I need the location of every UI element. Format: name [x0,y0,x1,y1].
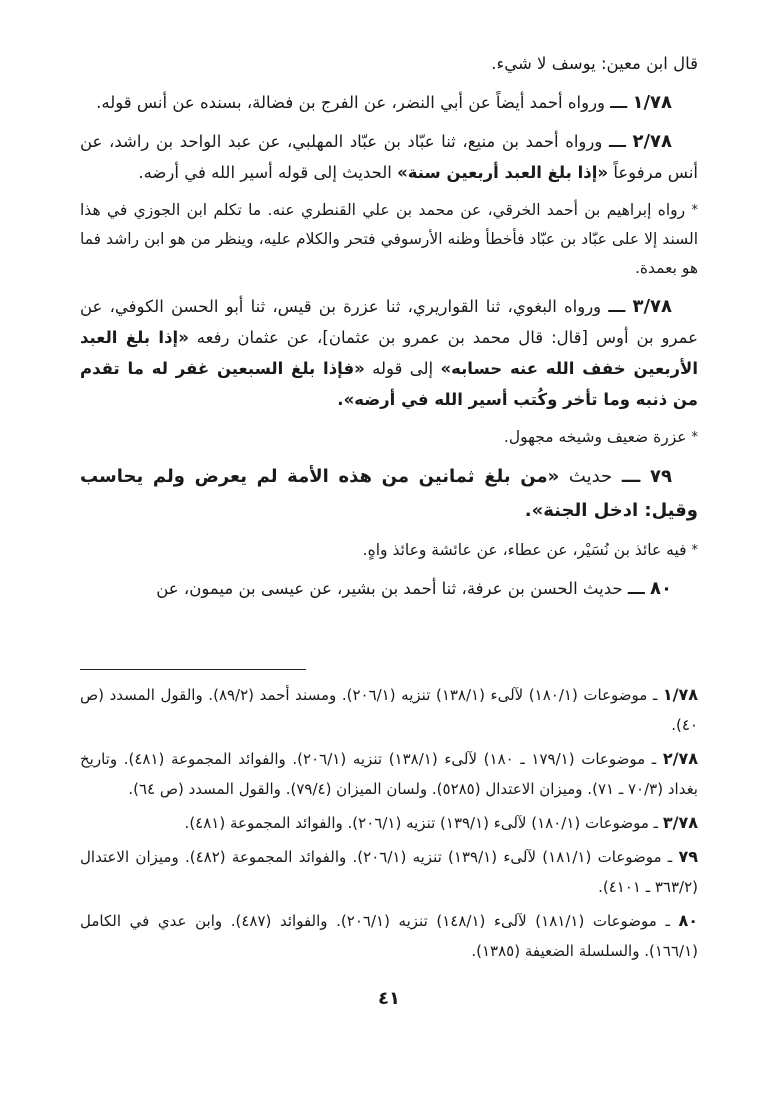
dash: ـــ [621,466,641,487]
paragraph-text: حديث الحسن بن عرفة، ثنا أحمد بن بشير، عن عيسى بن ميمون، عن [156,579,623,598]
paragraph-80 [80,573,698,604]
footnote-text: ـ موضوعات (١٨٠/١) لآلىء (١٣٩/١) تنزيه (٢٠٦/١). والفوائد المجموعة (٤٨١). [184,814,659,832]
note-star: * [691,543,698,558]
note-star: * [691,430,698,445]
footnote [80,842,698,902]
paragraph-text: حديث [568,466,613,487]
note-79 [80,536,698,565]
dash: ـــ [608,297,626,316]
dash: ـــ [627,579,645,598]
book-page [80,0,698,1102]
footnote-number: ٨٠ [678,911,699,930]
hadith-number: ٧٩ [650,466,672,487]
paragraph-78-3 [80,291,698,415]
note-text: رواه إبراهيم بن أحمد الخرقي، عن محمد بن علي القنطري عنه. ما تكلم ابن الجوزي في هذا السند إلا على عبّاد بن عبّاد فأخطأ وظنه الأرسوفي فتحر والكلام عليه، وينظر من هو ابن راشد فما هو بعمدة. [80,201,698,277]
hadith-quote: «إذا بلغ العبد أربعين سنة» [397,163,609,182]
note-text: فيه عائذ بن نُسَيْر، عن عطاء، عن عائشة وعائذ واهٍ. [362,541,687,559]
hadith-number: ٢/٧٨ [632,131,673,152]
footnote [80,680,698,740]
footnote [80,906,698,966]
footnote [80,808,698,838]
paragraph-text: إلى قوله [372,359,434,378]
main-text [80,48,698,612]
footnote-number: ١/٧٨ [662,685,699,704]
paragraph-text: ورواه البغوي، ثنا القواريري، ثنا عزرة بن قيس، ثنا أبو الحسن الكوفي، عن عمرو بن أوس [قال: قال محمد بن عمرو بن عثمان]، عن عثمان رفعه [80,297,698,347]
dash: ـــ [608,132,626,151]
paragraph-text: قال ابن معين: يوسف لا شيء. [491,54,698,73]
note-star: * [691,203,698,218]
footnotes [80,680,698,970]
paragraph-78-2 [80,126,698,188]
footnote [80,744,698,804]
paragraph-text: ورواه أحمد أيضاً عن أبي النضر، عن الفرج بن فضالة، بسنده عن أنس قوله. [96,93,606,112]
paragraph-78-1 [80,87,698,118]
dash: ـــ [610,93,628,112]
paragraph-79 [80,460,698,528]
footnote-text: ـ موضوعات (١٧٩/١ ـ ١٨٠) لآلىء (١٣٨/١) تنزيه (٢٠٦/١). والفوائد المجموعة (٤٨١). وتاريخ بغداد (٧٠/٣ ـ ٧١). وميزان الاعتدال (٥٢٨٥). ولسان الميزان (٧٩/٤). والقول المسدد (ص ٦٤). [80,750,698,798]
hadith-number: ٨٠ [650,578,672,599]
hadith-number: ١/٧٨ [632,92,672,113]
note-78-3 [80,423,698,452]
hadith-quote: «إذا بلغ العبد الأربعين خفف الله عنه حسابه» [80,328,698,378]
paragraph-text: الحديث إلى قوله أسير الله في أرضه. [138,163,392,182]
footnote-number: ٧٩ [678,847,699,866]
footnote-number: ٢/٧٨ [662,749,698,768]
hadith-quote: «فإذا بلغ السبعين غفر له ما تقدم من ذنبه وما تأخر وكُتب أسير الله في أرضه». [80,359,698,409]
note-78-2 [80,196,698,283]
footnote-text: ـ موضوعات (١٨١/١) لآلىء (١٤٨/١) تنزيه (٢٠٦/١). والفوائد (٤٨٧). وابن عدي في الكامل (١٦٦/١). والسلسلة الضعيفة (١٣٨٥). [80,912,698,960]
hadith-quote: «من بلغ ثمانين من هذه الأمة لم يعرض ولم يحاسب وقيل: ادخل الجنة». [80,466,698,521]
footnote-divider [80,669,306,670]
hadith-number: ٣/٧٨ [632,296,672,317]
footnote-number: ٣/٧٨ [662,813,698,832]
footnote-text: ـ موضوعات (١٨١/١) لآلىء (١٣٩/١) تنزيه (٢٠٦/١). والفوائد المجموعة (٤٨٢). وميزان الاعتدال (٣٦٣/٢ ـ ٤١٠١). [80,848,698,896]
paragraph-text: ورواه أحمد بن منيع، ثنا عبّاد بن عبّاد المهلبي، عن عبد الواحد بن راشد، عن أنس مرفوعاً [80,132,698,182]
page-number: ٤١ [378,988,400,1009]
note-text: عزرة ضعيف وشيخه مجهول. [503,428,687,446]
paragraph-ibn-maeen [80,48,698,79]
footnote-text: ـ موضوعات (١٨٠/١) لآلىء (١٣٨/١) تنزيه (٢٠٦/١). ومسند أحمد (٨٩/٢). والقول المسدد (ص ٤٠). [80,686,698,734]
